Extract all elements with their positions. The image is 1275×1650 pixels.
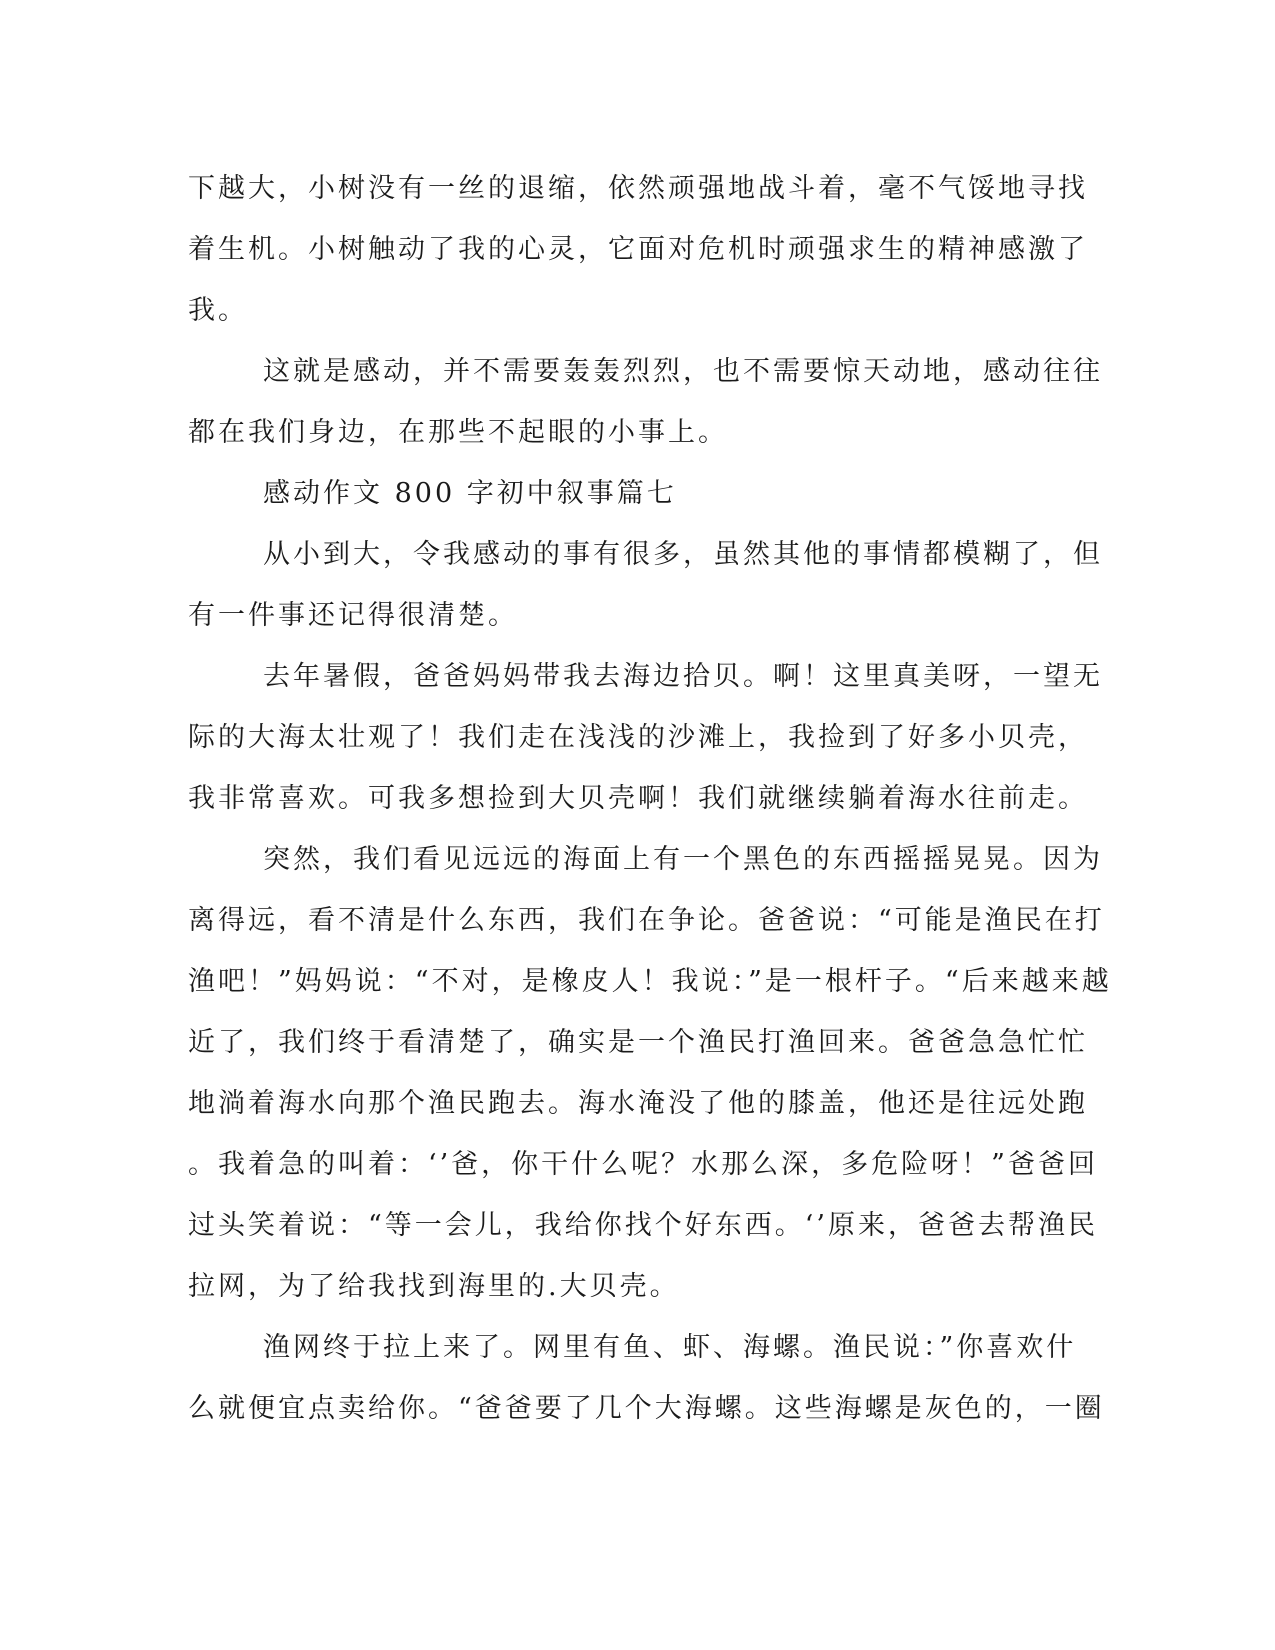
text-line: 近了，我们终于看清楚了，确实是一个渔民打渔回来。爸爸急急忙忙: [188, 1027, 1088, 1058]
document-body: [188, 158, 1112, 1439]
text-line: 么就便宜点卖给你。“爸爸要了几个大海螺。这些海螺是灰色的，一圈: [188, 1393, 1105, 1424]
section-heading: 感动作文 800 字初中叙事篇七: [263, 478, 677, 509]
text-line: 拉网，为了给我找到海里的.大贝壳。: [188, 1271, 680, 1302]
text-line: 渔吧！”妈妈说：“不对，是橡皮人！我说：”是一根杆子。“后来越来越: [188, 966, 1112, 997]
text-line: 去年暑假，爸爸妈妈带我去海边拾贝。啊！这里真美呀，一望无: [263, 661, 1103, 692]
text-line: 这就是感动，并不需要轰轰烈烈，也不需要惊天动地，感动往往: [263, 356, 1103, 387]
text-line: 地淌着海水向那个渔民跑去。海水淹没了他的膝盖，他还是往远处跑: [188, 1088, 1088, 1119]
text-line: 从小到大，令我感动的事有很多，虽然其他的事情都模糊了，但: [263, 539, 1103, 570]
text-line: 突然，我们看见远远的海面上有一个黑色的东西摇摇晃晃。因为: [263, 844, 1103, 875]
text-line: 我非常喜欢。可我多想捡到大贝壳啊！我们就继续躺着海水往前走。: [188, 783, 1088, 814]
text-line: 离得远，看不清是什么东西，我们在争论。爸爸说：“可能是渔民在打: [188, 905, 1105, 936]
text-line: 过头笑着说：“等一会儿，我给你找个好东西。‘’原来，爸爸去帮渔民: [188, 1210, 1098, 1241]
text-line: 我。: [188, 295, 248, 326]
text-line: 下越大，小树没有一丝的退缩，依然顽强地战斗着，毫不气馁地寻找: [188, 173, 1088, 204]
text-line: 渔网终于拉上来了。网里有鱼、虾、海螺。渔民说：”你喜欢什: [263, 1332, 1077, 1363]
text-line: 都在我们身边，在那些不起眼的小事上。: [188, 417, 728, 448]
text-line: 际的大海太壮观了！我们走在浅浅的沙滩上，我捡到了好多小贝壳，: [188, 722, 1088, 753]
text-line: 有一件事还记得很清楚。: [188, 600, 518, 631]
text-line: 着生机。小树触动了我的心灵，它面对危机时顽强求生的精神感激了: [188, 234, 1088, 265]
text-line: 。我着急的叫着：‘’爸，你干什么呢？水那么深，多危险呀！”爸爸回: [188, 1149, 1098, 1180]
